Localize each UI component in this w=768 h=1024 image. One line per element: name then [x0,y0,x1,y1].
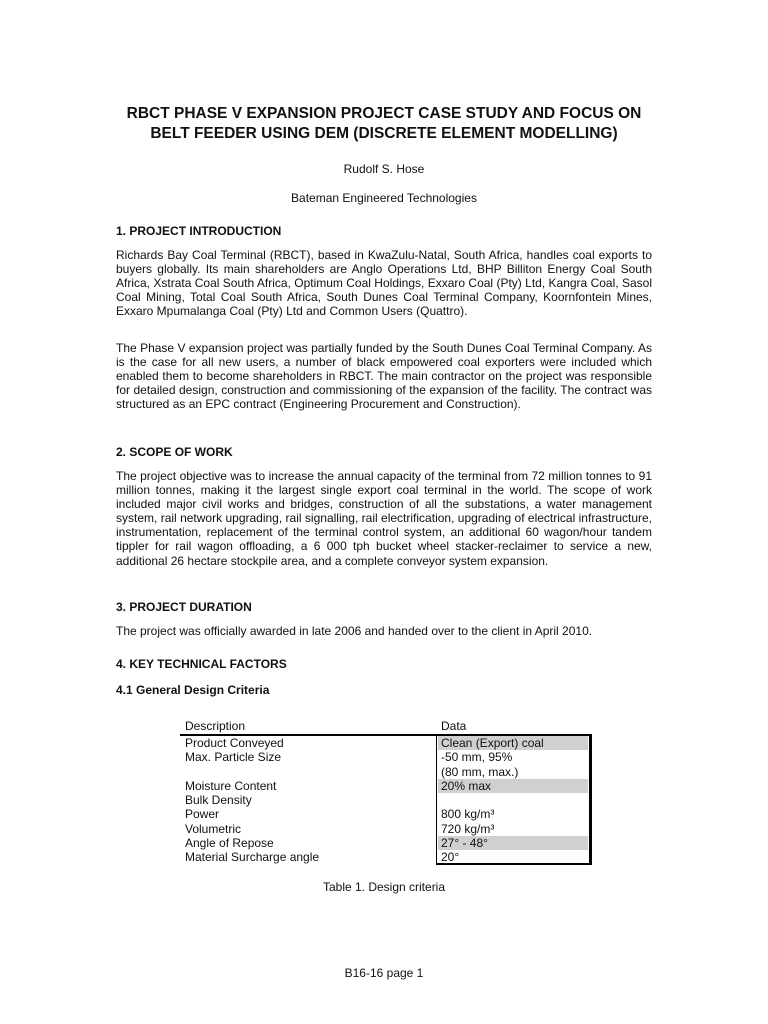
table-header-data: Data [441,719,467,733]
section-2-heading: 2. SCOPE OF WORK [116,445,233,459]
table-row [180,807,592,821]
table-cell-data: 20° [441,850,460,865]
table-row [180,850,592,864]
page-footer: B16-16 page 1 [344,966,424,980]
table-cell-data: 20% max [438,779,588,793]
section-4-heading: 4. KEY TECHNICAL FACTORS [116,657,287,671]
section-2-paragraph-1: The project objective was to increase the annual capacity of the terminal from 72 million tonnes to 91 million tonnes, making it the largest single export coal terminal in the world. The scope of work included major civil works and bridges, construction of all the substations, a water management system, rail network upgrading, rail signalling, rail electrification, upgrading of electrical infrastructure, instrumentation, replacement of the terminal control system, an additional 60 wagon/hour tandem tippler for rail wagon offloading, a 6 000 tph bucket wheel stacker-reclaimer to service a new, additional 26 hectare stockpile area, and a complete conveyor system expansion. [116,469,652,568]
table-cell-description: Power [185,807,220,822]
section-3-heading: 3. PROJECT DURATION [116,600,252,614]
table-cell-data: Clean (Export) coal [438,736,588,750]
author-name: Rudolf S. Hose [343,162,425,176]
table-cell-description: Product Conveyed [185,736,284,750]
author-affiliation: Bateman Engineered Technologies [291,191,477,205]
title-line-2: BELT FEEDER USING DEM (DISCRETE ELEMENT MODELLING) [150,125,618,142]
table-cell-description: Max. Particle Size [185,750,282,765]
table-row [180,736,592,750]
table-cell-description: Angle of Repose [185,836,274,851]
section-3-paragraph-1: The project was officially awarded in late 2006 and handed over to the client in April 2010. [116,624,593,638]
section-1-heading: 1. PROJECT INTRODUCTION [116,224,282,238]
table-header-row [180,718,592,734]
section-1-paragraph-1: Richards Bay Coal Terminal (RBCT), based in KwaZulu-Natal, South Africa, handles coal exports to buyers globally. Its main shareholders are Anglo Operations Ltd, BHP Billiton Energy Coal South Africa, Xstrata Coal South Africa, Optimum Coal Holdings, Exxaro Coal (Pty) Ltd, Kangra Coal, Sasol Coal Mining, Total Coal South Africa, South Dunes Coal Terminal Company, Koornfontein Mines, Exxaro Mpumalanga Coal (Pty) Ltd and Common Users (Quattro). [116,248,652,319]
table-body [180,734,592,865]
table-row [180,779,592,793]
table-row [180,750,592,764]
table-header-description: Description [185,719,246,733]
section-1-paragraph-2: The Phase V expansion project was partially funded by the South Dunes Coal Terminal Company. As is the case for all new users, a number of black empowered coal exporters were included which enabled them to become shareholders in RBCT. The main contractor on the project was responsible for detailed design, construction and commissioning of the expansion of the facility. The contract was structured as an EPC contract (Engineering Procurement and Construction). [116,341,652,412]
table-cell-data: 720 kg/m³ [441,821,495,836]
table-caption: Table 1. Design criteria [322,880,446,894]
table-cell-description: Bulk Density [185,793,252,808]
table-cell-data: -50 mm, 95% [441,750,513,765]
table-row [180,822,592,836]
table-row [180,765,592,779]
table-row [180,793,592,807]
subsection-4-1-heading: 4.1 General Design Criteria [116,683,270,697]
table-cell-data: (80 mm, max.) [441,764,519,779]
table-cell-description: Material Surcharge angle [185,850,320,865]
table-cell-data [438,793,588,807]
table-cell-description: Volumetric [185,821,242,836]
table-cell-data: 800 kg/m³ [441,807,495,822]
title-line-1: RBCT PHASE V EXPANSION PROJECT CASE STUDY AND FOCUS ON [126,105,642,122]
design-criteria-table [180,718,592,865]
table-row [180,836,592,850]
table-cell-description: Moisture Content [185,778,277,793]
table-cell-data: 27° - 48° [438,836,588,850]
paper-title [80,104,688,144]
